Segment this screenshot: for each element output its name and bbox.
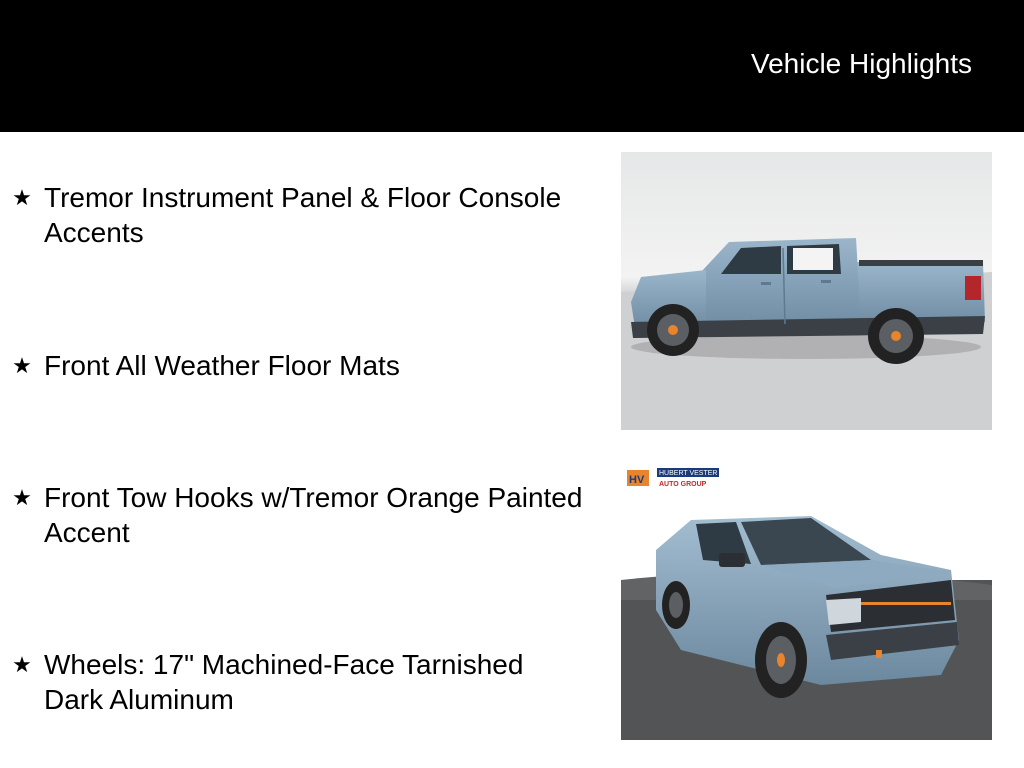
feature-item [0, 647, 590, 717]
svg-text:HV: HV [629, 474, 645, 486]
star-icon: ★ [12, 185, 32, 210]
page-title: Vehicle Highlights [750, 48, 972, 79]
feature-label: Wheels: 17" Machined-Face Tarnished Dark Aluminum [44, 649, 524, 715]
truck-front-view-image [621, 460, 992, 740]
vehicle-front-photo [621, 460, 992, 740]
star-icon: ★ [12, 353, 32, 378]
dealer-logo-line2: AUTO GROUP [659, 481, 707, 488]
dealer-logo-line1: HUBERT VESTER [659, 470, 718, 477]
vehicle-side-photo [621, 152, 992, 430]
feature-label: Front Tow Hooks w/Tremor Orange Painted Accent [44, 482, 583, 548]
star-icon: ★ [12, 485, 32, 510]
feature-label: Tremor Instrument Panel & Floor Console Accents [44, 182, 562, 248]
feature-label: Front All Weather Floor Mats [44, 350, 400, 381]
feature-item [0, 180, 590, 250]
feature-item [0, 348, 590, 383]
star-icon: ★ [12, 652, 32, 677]
truck-side-view-image [621, 152, 992, 430]
feature-item [0, 480, 590, 550]
